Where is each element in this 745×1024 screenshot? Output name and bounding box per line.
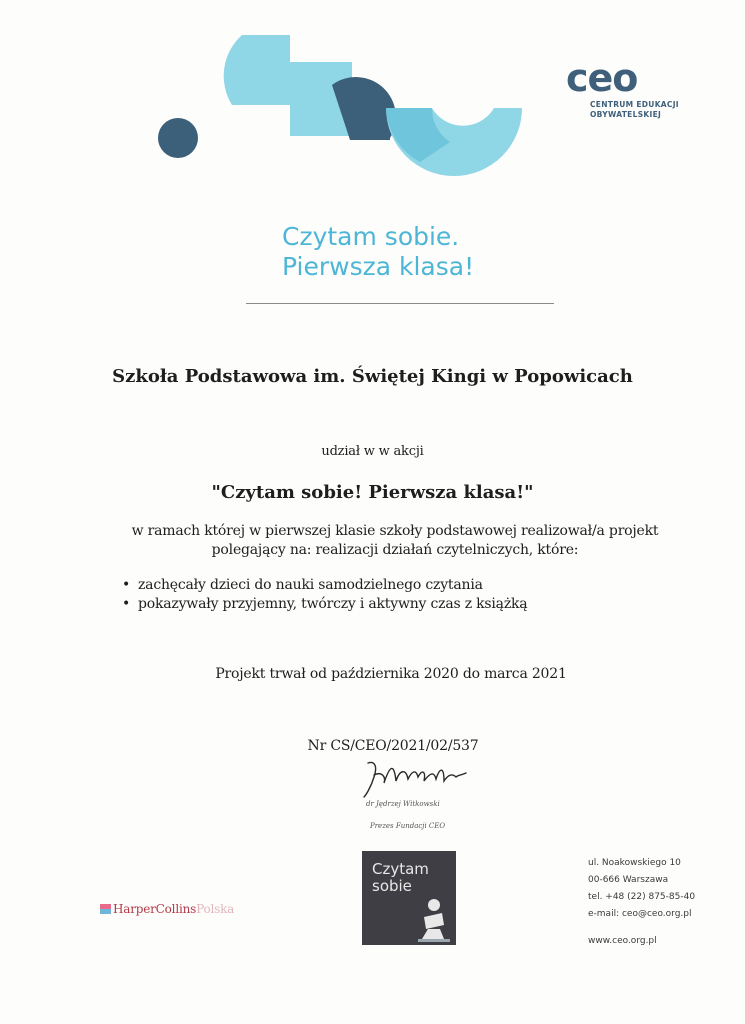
czytam-sobie-logo-text: [372, 861, 429, 895]
bullet-list: [122, 576, 527, 614]
list-item: • pokazywały przyjemny, twórczy i aktywny czas z książką: [122, 595, 527, 614]
light-blue-shape: [224, 35, 290, 105]
logo-line1: Czytam: [372, 860, 429, 878]
school-name: Szkoła Podstawowa im. Świętej Kingi w Popowicach: [112, 366, 633, 387]
contact-city: 00-666 Warszawa: [588, 875, 669, 885]
dark-circle: [158, 118, 198, 158]
publisher-name: HarperCollins: [113, 902, 197, 916]
contact-email: e-mail: ceo@ceo.org.pl: [588, 909, 692, 919]
signatory-role: Prezes Fundacji CEO: [370, 822, 446, 830]
czytam-sobie-logo: [362, 851, 456, 945]
harpercollins-icon: [100, 904, 111, 914]
title-divider: [246, 303, 554, 304]
program-title-line2: Pierwsza klasa!: [282, 252, 475, 281]
ceo-subtitle-line1: CENTRUM EDUKACJI: [590, 100, 679, 109]
signature-graphic: [360, 755, 470, 800]
decorative-shapes: [150, 20, 530, 190]
contact-street: ul. Noakowskiego 10: [588, 858, 681, 868]
reading-child-icon: [414, 895, 454, 945]
publisher-suffix: Polska: [196, 902, 235, 916]
logo-line2: sobie: [372, 877, 412, 895]
description: [105, 522, 685, 560]
contact-phone: tel. +48 (22) 875-85-40: [588, 892, 696, 902]
ceo-logo-word: ceo: [566, 56, 638, 100]
contact-info: [588, 855, 695, 923]
description-line1: w ramach której w pierwszej klasie szkoły podstawowej realizował/a projekt: [131, 523, 659, 539]
website-link[interactable]: www.ceo.org.pl: [588, 936, 657, 946]
signatory-name: dr Jędrzej Witkowski: [366, 800, 440, 808]
project-duration: Projekt trwał od października 2020 do marca 2021: [215, 666, 567, 682]
ceo-logo-subtitle: [590, 100, 679, 120]
program-title-line1: Czytam sobie.: [282, 222, 460, 251]
action-name: "Czytam sobie! Pierwsza klasa!": [211, 482, 534, 503]
participation-text: udział w w akcji: [321, 444, 424, 459]
certificate-number: Nr CS/CEO/2021/02/537: [307, 738, 479, 754]
list-item: • zachęcały dzieci do nauki samodzielnego czytania: [122, 576, 527, 595]
description-line2: polegający na: realizacji działań czytelniczych, które:: [211, 542, 579, 558]
ceo-subtitle-line2: OBYWATELSKIEJ: [590, 110, 662, 119]
publisher-logo: [100, 902, 234, 916]
program-title: [282, 222, 474, 282]
